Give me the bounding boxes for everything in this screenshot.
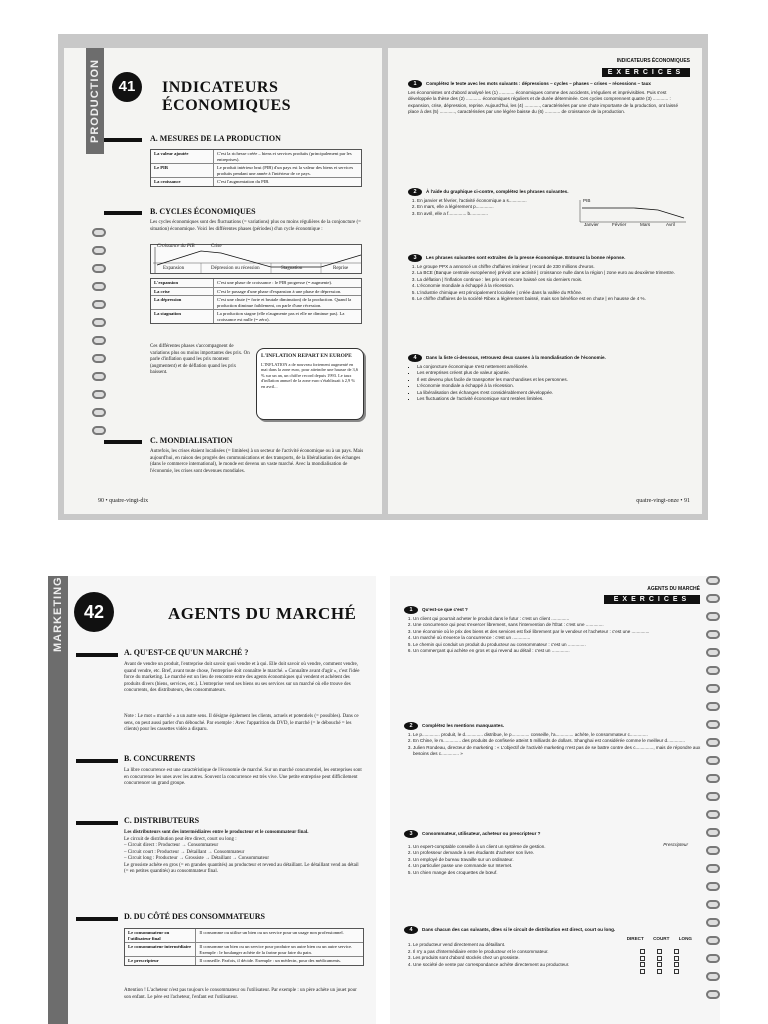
scan-spread-41 [58, 34, 708, 520]
exercise-number: 1 [404, 606, 418, 614]
list-item: 3. Les produits sont d'abord stockés chez un grossiste. [413, 955, 624, 961]
exercise-number: 4 [404, 926, 418, 934]
running-header: INDICATEURS ÉCONOMIQUES [616, 58, 690, 64]
distribution-line: Le circuit de distribution peut être direct, court ou long : [124, 836, 237, 842]
exercise-list [404, 844, 644, 876]
exercise-1 [408, 80, 690, 116]
exercise-list [408, 364, 690, 402]
month-label: Mars [640, 222, 651, 227]
list-item: ▪ Les fluctuations de l'activité économique sont restées limitées. [417, 396, 690, 402]
section-c-text [124, 830, 364, 876]
month-label: Avril [666, 222, 675, 227]
exercise-question: Dans la liste ci-dessous, retrouvez deux causes à la mondialisation de l'économie. [426, 355, 606, 360]
exercices-banner: EXERCICES [604, 595, 700, 604]
exercise-number: 3 [404, 830, 418, 838]
callout-title: L'INFLATION REPART EN EUROPE [261, 353, 352, 359]
phases-table [150, 278, 362, 324]
exercise-list [408, 264, 690, 302]
court-checkbox[interactable] [657, 969, 662, 974]
section-a-text: Avant de vendre un produit, l'entreprise doit savoir quoi vendre et à qui. Elle doit savoir où vendre, comment vendre, quand vendre, etc. Bref, avant toute chose, l'entreprise doit connaître le marché. « Connaître avant d'agir », c'est l'idée force du marketing. Le marché est un lieu de rencontre entre des agents économiques qui vendent et achètent des produits divers (biens, services, etc.). L'entreprise vend ses biens ou ses services sur un marché où elle trouve des concurrents, des distributeurs, des consommateurs. [124, 662, 360, 693]
list-item: 3. La déflation | l'inflation continue : les prix ont encore baissé ces six derniers mois. [417, 277, 690, 283]
exercise-number: 2 [404, 722, 418, 730]
section-bar [104, 211, 142, 215]
section-bar [76, 653, 118, 657]
running-header: AGENTS DU MARCHÉ [647, 586, 700, 592]
cycle-label: Dépression ou récession [211, 266, 260, 271]
exercise-question: Complétez les mentions manquantes. [422, 723, 505, 728]
direct-checkbox[interactable] [640, 969, 645, 974]
exercise-number: 2 [408, 188, 422, 196]
exercise-question: Les phrases suivantes sont extraites de la presse économique. Entourez la bonne réponse. [426, 255, 626, 260]
exercise-question: Complétez le texte avec les mots suivants : dépressions – cycles – phases – crises – récessions – taux [426, 81, 651, 86]
exercise-4 [408, 354, 690, 402]
month-label: Janvier [584, 222, 599, 227]
direct-checkbox[interactable] [640, 949, 645, 954]
list-item: 4. Un marché où s'exerce la concurrence : c'est un .............. [413, 635, 704, 641]
column-header: DIRECT [626, 936, 644, 941]
table-row: La valeur ajoutée C'est la richesse créée – biens et services produits (principalement par les entreprises). [151, 150, 361, 164]
exercise-1 [404, 606, 704, 654]
page-footer-right: quatre-vingt-onze • 91 [636, 498, 690, 504]
section-a-title: A. QU'EST-CE QU'UN MARCHÉ ? [124, 648, 249, 657]
page-91 [388, 48, 702, 514]
list-item: 6. Le chiffre d'affaires de la société Ribex a légèrement baissé, mais son bénéfice est en chute | en hausse de 4 %. [417, 296, 690, 302]
list-item: 2. En Chine, le m.............. des produits de confiserie atteint 5 milliards de dollars. Shanghai est considérée comme le meilleur d.............. [413, 738, 704, 744]
long-checkbox[interactable] [674, 956, 679, 961]
table-row: La croissance C'est l'augmentation du PIB. [151, 178, 361, 186]
list-item: 2. Il n'y a pas d'intermédiaire entre le producteur et le consommateur. [413, 949, 624, 955]
table-row: Le consommateur ou l'utilisateur final Il consomme ou utilise un bien ou un service pour un usage non professionnel. [125, 929, 363, 943]
table-row: Le prescripteur Il conseille. Parfois, il décide. Exemple : un médecin, pour des médicaments. [125, 957, 363, 965]
court-checkbox[interactable] [657, 949, 662, 954]
section-bar [104, 440, 142, 444]
exercise-3 [404, 830, 704, 876]
exercices-banner: EXERCICES [602, 68, 690, 77]
page-footer-left: 90 • quatre-vingt-dix [98, 498, 149, 504]
court-checkbox[interactable] [657, 956, 662, 961]
section-b-title: B. CONCURRENTS [124, 754, 196, 763]
direct-checkbox[interactable] [640, 962, 645, 967]
list-item: 3. En avril, elle a f.............. b.............. [417, 211, 568, 217]
pib-mini-chart [574, 198, 690, 230]
list-item: 2. La BCE (Banque centrale européenne) prévoit une activité | croissance nulle dans la région | zone euro au deuxième trimestre. [417, 270, 690, 276]
table-row: La dépression C'est une chute (= forte et brutale diminution) de la production. Quand la production diminue faiblement, on parle d'une récession. [151, 296, 361, 310]
month-label: Février [612, 222, 627, 227]
list-item: 2. Une concurrence qui peut s'exercer librement, sans l'intervention de l'État : c'est une .............. [413, 622, 704, 628]
phases-text: Ces différentes phases s'accompagnent de variations plus ou moins importantes des prix. On parle d'inflation quand les prix montent (augmentent) et de déflation quand les prix baissent. [150, 344, 250, 375]
section-b-text: La libre concurrence est une caractéristique de l'économie de marché. Sur un marché concurrentiel, les entreprises sont en concurrence les unes avec les autres. Souvent la concurrence est très vive. Une petite entreprise peut difficilement concurrencer un grand groupe. [124, 768, 362, 786]
distribution-line: Le grossiste achète en gros (= en grandes quantités) au producteur et revend au détaillant. Le détaillant vend au détail (= en petites quantités) au consommateur final. [124, 862, 359, 874]
distribution-line: – Circuit direct : Producteur → Consommateur [124, 843, 219, 848]
list-item: 3. Un employé de bureau travaille sur un ordinateur. [413, 857, 644, 863]
list-item: ▪ Il est devenu plus facile de transporter les marchandises et les personnes. [417, 377, 690, 383]
list-item: 3. Julien Rondeau, directeur de marketing : « L'objectif de l'activité marketing n'est pas de se battre contre des c.............., mais de répondre aux besoins des c.............. » [413, 745, 704, 758]
page-90 [64, 48, 382, 514]
exercise-question: Consommateur, utilisateur, acheteur ou prescripteur ? [422, 831, 541, 836]
chart-label: PIB [583, 198, 591, 203]
list-item: 1. En janvier et février, l'activité économique a s.............. [417, 198, 568, 204]
exercise-number: 1 [408, 80, 422, 88]
distribution-line: Les distributeurs sont des intermédiaires entre le producteur et le consommateur final. [124, 830, 309, 835]
section-c-text: Autrefois, les crises étaient localisées (= limitées) à un secteur de l'activité économique ou à un pays. Mais aujourd'hui, en raison des progrès des communications et des transports, de la libéralisation des échanges (dans le commerce international), le monde est devenu un vaste marché. Avec la mondialisation de l'économie, les crises sont devenues mondiales. [150, 449, 364, 474]
exercise-number: 3 [408, 254, 422, 262]
section-b-intro: Les cycles économiques sont des fluctuations (= variations) plus ou moins régulières de la conjoncture (= situation) économique. Voici les différentes phases (périodes) d'un cycle économique : [150, 220, 362, 232]
court-checkbox[interactable] [657, 962, 662, 967]
consumer-table [124, 928, 364, 966]
checkbox-grid [634, 949, 685, 975]
table-row: La crise C'est le passage d'une phase d'expansion à une phase de dépression. [151, 288, 361, 297]
distribution-line: – Circuit court : Producteur → Détaillant → Consommateur [124, 849, 245, 855]
scan-spread-42 [44, 576, 724, 1024]
list-item: 5. Le chemin qui conduit un produit du producteur au consommateur : c'est un .............. [413, 642, 704, 648]
inflation-callout [256, 348, 364, 420]
long-checkbox[interactable] [674, 969, 679, 974]
list-item: 4. Un particulier passe une commande sur Internet. [413, 863, 644, 869]
distribution-line: – Circuit long : Producteur → Grossiste → Détaillant → Consommateur [124, 856, 269, 861]
list-item: ▪ La libéralisation des échanges s'est considérablement développée. [417, 390, 690, 396]
spiral-binding [706, 576, 720, 1008]
list-item: ▪ La conjoncture économique s'est nettement améliorée. [417, 364, 690, 370]
column-header: LONG [678, 936, 692, 941]
cycle-label: Reprise [333, 266, 349, 271]
cycle-diagram [150, 244, 362, 274]
section-bar [76, 759, 118, 763]
long-checkbox[interactable] [674, 949, 679, 954]
cycle-label: Crise [211, 244, 222, 249]
exercise-text: Les économistes ont d'abord analysé les (1) ............ économiques comme des accidents, irréguliers et imprévisibles. Puis s'est développée la thèse des (2) ............ économiques réguliers et de durée déterminée. Ces cycles comprennent quatre (3) ............ : expansion, crise, dépression, reprise. Aujourd'hui, les (4) ............, caractérisées par une chute importante de la production, ont laissé place à des (5) ............, caractérisées par une légère baisse du (6) ............ de croissance de la production. [408, 90, 679, 115]
section-a-title: A. MESURES DE LA PRODUCTION [150, 134, 281, 143]
column-header: COURT [653, 936, 670, 941]
exercise-list [404, 732, 704, 758]
section-b-title: B. CYCLES ÉCONOMIQUES [150, 207, 256, 216]
cycle-label: Expansion [163, 266, 185, 271]
list-item: 2. Un professeur demande à ses étudiants d'acheter son livre. [413, 850, 644, 856]
lesson-title: AGENTS DU MARCHÉ [168, 604, 357, 623]
list-item: 5. L'industrie chimique est principalement localisée | créée dans la vallée du Rhône. [417, 290, 690, 296]
list-item: 1. Un expert-comptable conseille à un client un système de gestion. [413, 844, 644, 850]
list-item: 4. L'économie mondiale a échappé à la récession. [417, 283, 690, 289]
page-left-42 [48, 576, 376, 1024]
list-item: 1. Le producteur vend directement au détaillant. [413, 942, 624, 948]
cycle-label: Stagnation [281, 266, 303, 271]
section-c-title: C. DISTRIBUTEURS [124, 816, 200, 825]
chapter-tab: PRODUCTION [86, 48, 104, 154]
list-item: ▪ L'économie mondiale a échappé à la récession. [417, 383, 690, 389]
list-item: 3. Une économie où le prix des biens et des services est fixé librement par le vendeur et l'acheteur : c'est une .............. [413, 629, 704, 635]
lesson-title: INDICATEURS ÉCONOMIQUES [162, 79, 292, 114]
list-item: 5. Un chien mange des croquettes de bœuf. [413, 870, 644, 876]
section-bar [104, 138, 142, 142]
section-c-title: C. MONDIALISATION [150, 436, 233, 445]
exercise-question: Qu'est-ce que c'est ? [422, 607, 468, 612]
column-header: Prescripteur [663, 842, 688, 847]
list-item: 1. Un client qui pourrait acheter le produit dans le futur : c'est un client .............. [413, 616, 704, 622]
cycle-label: Croissance du PIB [157, 244, 195, 249]
exercise-2 [404, 722, 704, 758]
callout-text: L'INFLATION a de nouveau fortement augmenté en mai dans la zone euro, pour atteindre une hausse de 3,6 % sur un an, un chiffre record depuis 1993. Le taux d'inflation annuel de la zone euro s'établissait à 2,9 % en avril... [261, 361, 359, 389]
section-d-title: D. DU CÔTÉ DES CONSOMMATEURS [124, 912, 265, 921]
chapter-tab: MARKETING [48, 576, 68, 1024]
direct-checkbox[interactable] [640, 956, 645, 961]
list-item: 1. Le p.............. produit, le d.............. distribue, le p.............. conseille, l'a.............. achète, le consommateur c.............. [413, 732, 704, 738]
page-right-42 [390, 576, 720, 1024]
exercise-list [404, 942, 624, 968]
exercise-question: Dans chacun des cas suivants, dites si le circuit de distribution est direct, court ou long. [422, 927, 616, 932]
table-row: Le consommateur intermédiaire Il consomme un bien ou un service pour produire un autre bien ou un autre service. Exemple : le boulanger achète de la farine pour faire du pain. [125, 943, 363, 957]
production-table [150, 149, 362, 187]
list-item: 4. Une société de vente par correspondance achète directement au producteur. [413, 962, 624, 968]
lesson-number: 41 [112, 72, 142, 102]
exercise-number: 4 [408, 354, 422, 362]
list-item: 6. Un commerçant qui achète en gros et qui revend au détail : c'est un .............. [413, 648, 704, 654]
section-bar [76, 821, 118, 825]
exercise-question: À l'aide du graphique ci-contre, complétez les phrases suivantes. [426, 189, 569, 194]
table-row: L'expansion C'est une phase de croissance : le PIB progresse (= augmente). [151, 279, 361, 288]
section-d-footer: Attention ! L'acheteur n'est pas toujours le consommateur ou l'utilisateur. Par exemple : un père achète un jouet pour son enfant. Le père est l'acheteur, l'enfant est l'utilisateur. [124, 988, 357, 1000]
table-row: Le PIB Le produit intérieur brut (PIB) d'un pays est la valeur des biens et services produits pendant une année à l'intérieur de ce pays. [151, 164, 361, 178]
exercise-3 [408, 254, 690, 302]
spiral-binding [92, 228, 106, 444]
list-item: 1. Le groupe PPX a annoncé un chiffre d'affaires intérieur | record de 230 millions d'euros. [417, 264, 690, 270]
section-a-note: Note : Le mot « marché » a un autre sens. Il désigne également les clients, actuels et potentiels (= possibles). Dans ce sens, on peut aussi parler d'un débouché. Par exemple : Avec l'apparition du DVD, le marché (= le débouché = les clients) pour les cassettes vidéo a disparu. [124, 714, 359, 732]
section-bar [76, 917, 118, 921]
list-item: ▪ Les entreprises créent plus de valeur ajoutée. [417, 370, 690, 376]
exercise-list [404, 616, 704, 654]
table-row: La stagnation La production stagne (elle n'augmente pas et elle ne diminue pas). La croissance est nulle (= zéro). [151, 310, 361, 323]
list-item: 2. En mars, elle a légèrement p.............. [417, 204, 568, 210]
long-checkbox[interactable] [674, 962, 679, 967]
lesson-number: 42 [74, 592, 114, 632]
exercise-list [408, 198, 568, 217]
